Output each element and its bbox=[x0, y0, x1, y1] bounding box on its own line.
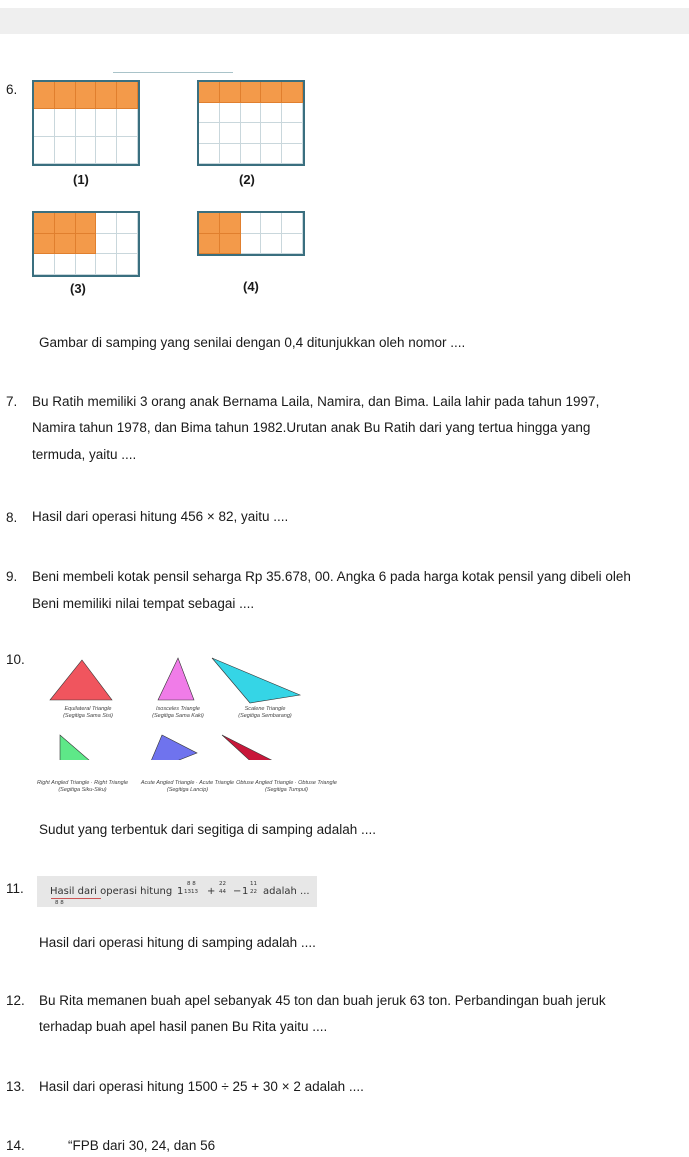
q11-number: 11. bbox=[6, 881, 24, 896]
equilateral-triangle bbox=[50, 660, 112, 700]
isosceles-triangle bbox=[158, 658, 194, 700]
grid-cell bbox=[34, 82, 55, 109]
grid-cell bbox=[96, 234, 117, 255]
q13-number: 13. bbox=[6, 1079, 25, 1094]
grid-cell bbox=[199, 213, 220, 234]
q11-term1-whole: 1 bbox=[177, 886, 184, 897]
grid-cell bbox=[55, 213, 76, 234]
grid-cell bbox=[76, 82, 97, 109]
q9-line-2: Beni memiliki nilai tempat sebagai .... bbox=[32, 596, 255, 611]
grid-cell bbox=[34, 109, 55, 136]
q11-term3-whole: 1 bbox=[242, 886, 249, 897]
fraction-figure-3 bbox=[32, 211, 140, 277]
figure-label-3: (3) bbox=[70, 281, 86, 296]
q11-minus: − bbox=[233, 886, 242, 897]
grid-cell bbox=[199, 144, 220, 165]
grid-cell bbox=[55, 137, 76, 164]
q12-line-2: terhadap buah apel hasil panen Bu Rita yaitu .... bbox=[39, 1019, 328, 1034]
grid-cell bbox=[282, 82, 303, 103]
right-triangle bbox=[60, 735, 104, 760]
grid-cell bbox=[55, 234, 76, 255]
q11-term3-numerator: 11 bbox=[250, 881, 257, 887]
q11-term1-numerator: 8 8 bbox=[187, 881, 196, 887]
q11-term2-numerator: 22 bbox=[219, 881, 226, 887]
grid-cell bbox=[220, 103, 241, 124]
fraction-figure-2 bbox=[197, 80, 305, 166]
q11-underline bbox=[51, 898, 101, 899]
grid-cell bbox=[117, 234, 138, 255]
q11-under-note: 8 8 bbox=[55, 900, 64, 906]
caption-obtuse: Obtuse Angled Triangle · Obtuse Triangle (Segitiga Tumpul) bbox=[236, 780, 337, 793]
grid-cell bbox=[76, 213, 97, 234]
grid-cell bbox=[261, 234, 282, 255]
figure-label-1: (1) bbox=[73, 172, 89, 187]
grid-cell bbox=[34, 254, 55, 275]
grid-cell bbox=[76, 137, 97, 164]
q10-number: 10. bbox=[6, 652, 25, 667]
q6-question: Gambar di samping yang senilai dengan 0,4 ditunjukkan oleh nomor .... bbox=[39, 335, 466, 350]
q11-box-tail: adalah ... bbox=[263, 886, 310, 897]
grid-cell bbox=[220, 213, 241, 234]
q8-number: 8. bbox=[6, 510, 18, 525]
grid-cell bbox=[34, 137, 55, 164]
fraction-figure-1 bbox=[32, 80, 140, 166]
caption-isosceles: Isosceles Triangle (Segitiga Sama Kaki) bbox=[152, 706, 204, 719]
grid-cell bbox=[34, 234, 55, 255]
grid-cell bbox=[55, 109, 76, 136]
grid-cell bbox=[117, 82, 138, 109]
grid-cell bbox=[76, 109, 97, 136]
grid-cell bbox=[96, 109, 117, 136]
grid-cell bbox=[34, 213, 55, 234]
q11-expression-box bbox=[37, 876, 317, 907]
q11-term3-denominator: 22 bbox=[250, 889, 257, 895]
q11-term1-denominator: 1313 bbox=[184, 889, 198, 895]
grid-cell bbox=[261, 103, 282, 124]
grid-cell bbox=[241, 234, 262, 255]
caption-scalene: Scalene Triangle (Segitiga Sembarang) bbox=[238, 706, 292, 719]
q8-text: Hasil dari operasi hitung 456 × 82, yaitu .... bbox=[32, 509, 289, 524]
grid-cell bbox=[199, 123, 220, 144]
q13-text: Hasil dari operasi hitung 1500 ÷ 25 + 30 × 2 adalah .... bbox=[39, 1079, 364, 1094]
grid-cell bbox=[96, 254, 117, 275]
grid-cell bbox=[241, 82, 262, 103]
grid-cell bbox=[241, 144, 262, 165]
grid-cell bbox=[76, 234, 97, 255]
q7-line-2: Namira tahun 1978, dan Bima tahun 1982.Urutan anak Bu Ratih dari yang tertua hingga yang bbox=[32, 420, 591, 435]
grid-cell bbox=[55, 254, 76, 275]
grid-cell bbox=[199, 234, 220, 255]
grid-cell bbox=[55, 82, 76, 109]
q6-number: 6. bbox=[6, 82, 18, 97]
top-header-bar bbox=[0, 8, 689, 34]
grid-cell bbox=[241, 103, 262, 124]
q10-question: Sudut yang terbentuk dari segitiga di samping adalah .... bbox=[39, 822, 376, 837]
q12-line-1: Bu Rita memanen buah apel sebanyak 45 ton dan buah jeruk 63 ton. Perbandingan buah jeruk bbox=[39, 993, 606, 1008]
grid-cell bbox=[117, 213, 138, 234]
grid-cell bbox=[282, 103, 303, 124]
q11-plus: + bbox=[207, 886, 216, 897]
grid-cell bbox=[261, 144, 282, 165]
grid-cell bbox=[117, 109, 138, 136]
grid-cell bbox=[117, 254, 138, 275]
q12-number: 12. bbox=[6, 993, 25, 1008]
q7-number: 7. bbox=[6, 394, 18, 409]
grid-cell bbox=[199, 103, 220, 124]
obtuse-triangle bbox=[222, 735, 305, 760]
grid-cell bbox=[241, 123, 262, 144]
figure-label-2: (2) bbox=[239, 172, 255, 187]
divider-line bbox=[113, 72, 233, 73]
caption-right: Right Angled Triangle · Right Triangle (Segitiga Siku-Siku) bbox=[37, 780, 128, 793]
grid-cell bbox=[282, 144, 303, 165]
grid-cell bbox=[96, 82, 117, 109]
grid-cell bbox=[261, 213, 282, 234]
scalene-triangle bbox=[212, 658, 300, 703]
figure-label-4: (4) bbox=[243, 279, 259, 294]
q7-line-3: termuda, yaitu .... bbox=[32, 447, 137, 462]
q9-number: 9. bbox=[6, 569, 18, 584]
q9-line-1: Beni membeli kotak pensil seharga Rp 35.678, 00. Angka 6 pada harga kotak pensil yang dibeli oleh bbox=[32, 569, 631, 584]
grid-cell bbox=[117, 137, 138, 164]
q14-number: 14. bbox=[6, 1138, 25, 1153]
q11-box-text: Hasil dari operasi hitung bbox=[50, 886, 173, 897]
q14-text: “FPB dari 30, 24, dan 56 bbox=[68, 1138, 216, 1153]
grid-cell bbox=[220, 144, 241, 165]
grid-cell bbox=[282, 234, 303, 255]
q11-term2-denominator: 44 bbox=[219, 889, 226, 895]
grid-cell bbox=[96, 137, 117, 164]
grid-cell bbox=[261, 123, 282, 144]
q7-line-1: Bu Ratih memiliki 3 orang anak Bernama Laila, Namira, dan Bima. Laila lahir pada tahun 1997, bbox=[32, 394, 600, 409]
grid-cell bbox=[261, 82, 282, 103]
grid-cell bbox=[220, 234, 241, 255]
q11-question: Hasil dari operasi hitung di samping adalah .... bbox=[39, 935, 316, 950]
caption-acute: Acute Angled Triangle · Acute Triangle (Segitiga Lancip) bbox=[140, 780, 235, 793]
grid-cell bbox=[76, 254, 97, 275]
grid-cell bbox=[96, 213, 117, 234]
grid-cell bbox=[220, 82, 241, 103]
acute-triangle bbox=[146, 735, 197, 760]
grid-cell bbox=[199, 82, 220, 103]
caption-equilateral: Equilateral Triangle (Segitiga Sama Sisi) bbox=[63, 706, 113, 719]
grid-cell bbox=[220, 123, 241, 144]
fraction-figure-4 bbox=[197, 211, 305, 256]
grid-cell bbox=[241, 213, 262, 234]
grid-cell bbox=[282, 213, 303, 234]
grid-cell bbox=[282, 123, 303, 144]
